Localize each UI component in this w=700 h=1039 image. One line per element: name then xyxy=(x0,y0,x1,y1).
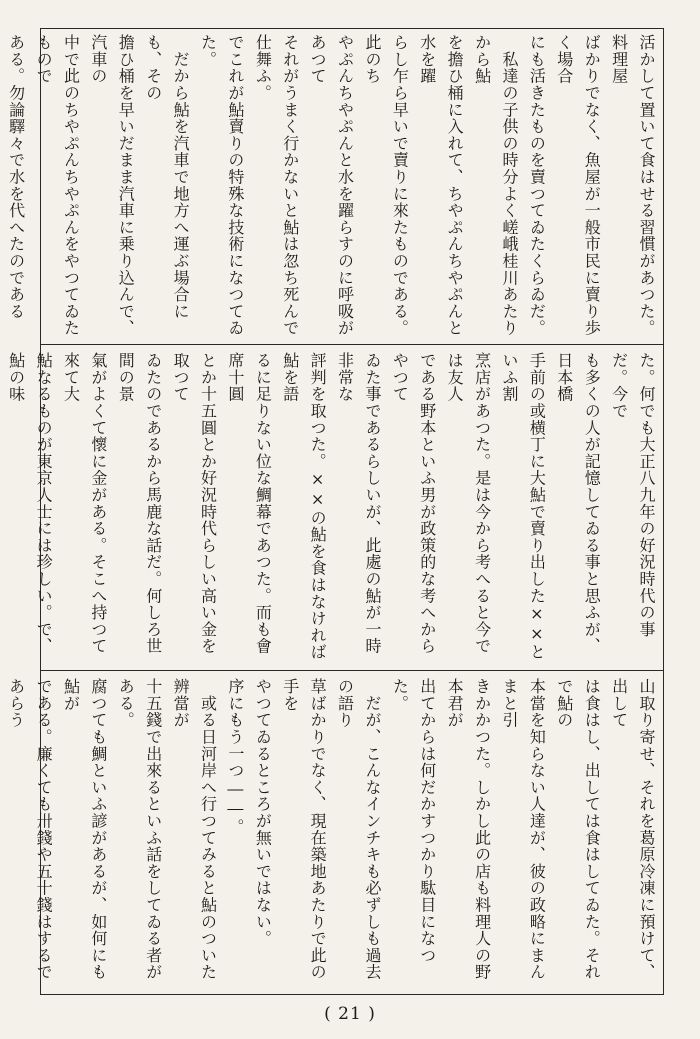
text-tier-middle xyxy=(6,352,660,664)
tier-divider-upper xyxy=(40,344,664,345)
text-tier-bottom xyxy=(6,678,660,990)
body-text-middle: た。何でも大正八九年の好況時代の事だ。今で も多くの人が記憶してゐる事と思ふが、日本橋 手前の或横丁に大鮎で賣り出した××といふ割 烹店があつた。是は今から考へると今では友人 である野本といふ男が政策的な考へからやつて ゐた事であるらしいが、此處の鮎が一時非常な 評判を取つた。××の鮎を食はなければ鮎を語 るに足りない位な鯛幕であつた。而も會席十圓 とか十五圓とか好況時代らしい高い金を取つて ゐたのであるから馬鹿な話だ。何しろ世間の景 氣がよくて懷に金がある。そこへ持つて來て大 鮎なるものが東京人士には珍しい。で、鮎の味 xyxy=(6,352,656,661)
page-number: ( 21 ) xyxy=(324,1004,376,1024)
tier-divider-lower xyxy=(40,670,664,671)
text-tier-top xyxy=(6,34,660,340)
body-text-bottom: 山取り寄せ、それを葛原冷凍に預けて、出して は食はし、出しては食はしてゐた。それで鮎の 本當を知らない人達が、彼の政略にまんまと引 きかかつた。しかし此の店も料理人の野本君が 出てからは何だかすつかり駄目になつた。 だが、こんなインチキも必ずしも過去の語り 草ばかりでなく、現在築地あたりで此の手を やつてゐるところが無いではない。 序にもう一つ――。 或る日河岸へ行つてみると鮎のついた辨當が 十五錢で出來るといふ話をしてゐる者がある。 腐つても鯛といふ諺があるが、如何にも鮎が である。廉くても卅錢や五十錢はするであらう xyxy=(6,678,656,981)
body-text-top: 活かして置いて食はせる習慣があつた。料理屋 ばかりでなく、魚屋が一般市民に賣り歩く場合 にも活きたものを賣つてゐたくらゐだ。 私達の子供の時分よく嵯峨桂川あたりから鮎 を擔ひ桶に入れて、ちやぷんちやぷんと水を躍 らし乍ら早いで賣りに來たものである。此のち やぷんちやぷんと水を躍らすのに呼吸があつて それがうまく行かないと鮎は忽ち死んで仕舞ふ。 でこれが鮎賣りの特殊な技術になつてゐた。 だから鮎を汽車で地方へ運ぶ場合にも、その 擔ひ桶を早いだまま汽車に乗り込んで、汽車の 中で此のちやぷんちやぷんをやつてゐたもので ある。勿論驛々で水を代へたのである xyxy=(6,34,656,337)
